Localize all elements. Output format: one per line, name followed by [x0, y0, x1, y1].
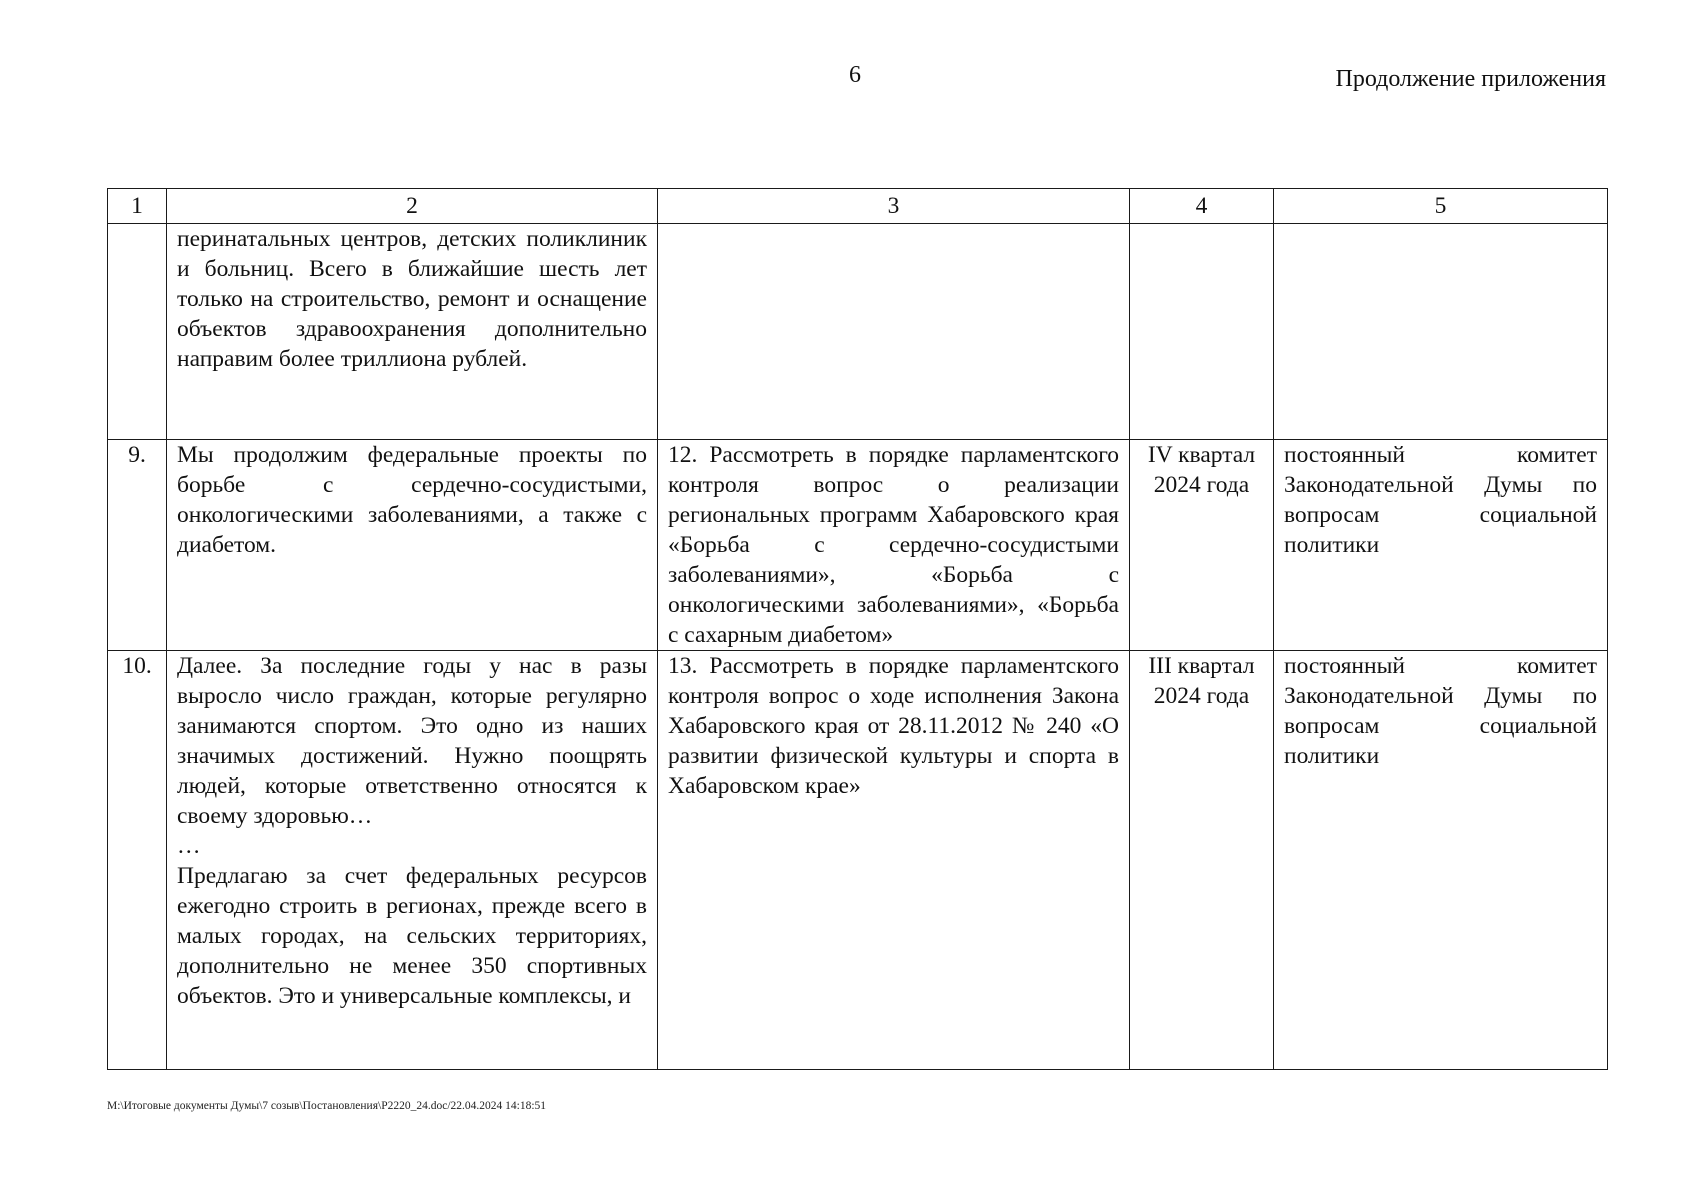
table-row: [108, 440, 1608, 651]
message-paragraph: Далее. За последние годы у нас в разы выросло число граждан, которые регулярно занимаются спортом. Это одно из наших значимых достижений. Нужно поощрять людей, которые ответственно относятся к своему здоровью…: [177, 653, 647, 829]
term-text: III квартал 2024 года: [1130, 651, 1274, 1070]
column-header-1: 1: [108, 189, 167, 224]
responsible-text: [1274, 224, 1608, 440]
message-paragraph: Мы продолжим федеральные проекты по борьбе с сердечно-сосудистыми, онкологическими заболеваниями, а также с диабетом.: [177, 442, 647, 558]
table-header-row: [108, 189, 1608, 224]
term-text: [1130, 224, 1274, 440]
column-header-2: 2: [167, 189, 658, 224]
measure-text: 13. Рассмотреть в порядке парламентского контроля вопрос о ходе исполнения Закона Хабаровского края от 28.11.2012 № 240 «О развитии физической культуры и спорта в Хабаровском крае»: [658, 651, 1130, 1070]
omission-ellipsis: …: [177, 833, 201, 859]
column-header-3: 3: [658, 189, 1130, 224]
row-number: 9.: [108, 440, 167, 651]
page-number: 6: [849, 62, 861, 88]
row-number: 10.: [108, 651, 167, 1070]
responsible-text: постоянный комитет Законодательной Думы по вопросам социальной политики: [1274, 651, 1608, 1070]
document-file-path: M:\Итоговые документы Думы\7 созыв\Постановления\P2220_24.doc/22.04.2024 14:18:51: [107, 1100, 547, 1112]
appendix-continuation-note: Продолжение приложения: [1335, 66, 1606, 92]
term-text: IV квартал 2024 года: [1130, 440, 1274, 651]
plan-table: [107, 188, 1608, 1070]
table-row: [108, 224, 1608, 440]
message-paragraph: перинатальных центров, детских поликлиник и больниц. Всего в ближайшие шесть лет только на строительство, ремонт и оснащение объектов здравоохранения дополнительно направим более триллиона рублей.: [177, 226, 647, 372]
responsible-text: постоянный комитет Законодательной Думы по вопросам социальной политики: [1274, 440, 1608, 651]
row-number: [108, 224, 167, 440]
message-text: [167, 224, 658, 440]
table-row: [108, 651, 1608, 1070]
measure-text: [658, 224, 1130, 440]
column-header-5: 5: [1274, 189, 1608, 224]
message-text: [167, 651, 658, 1070]
message-paragraph: Предлагаю за счет федеральных ресурсов ежегодно строить в регионах, прежде всего в малых городах, на сельских территориях, дополнительно не менее 350 спортивных объектов. Это и универсальные комплексы, и: [177, 863, 647, 1009]
message-text: [167, 440, 658, 651]
measure-text: 12. Рассмотреть в порядке парламентского контроля вопрос о реализации региональных программ Хабаровского края «Борьба с сердечно-сосудистыми заболеваниями», «Борьба с онкологическими заболеваниями», «Борьба с сахарным диабетом»: [658, 440, 1130, 651]
column-header-4: 4: [1130, 189, 1274, 224]
